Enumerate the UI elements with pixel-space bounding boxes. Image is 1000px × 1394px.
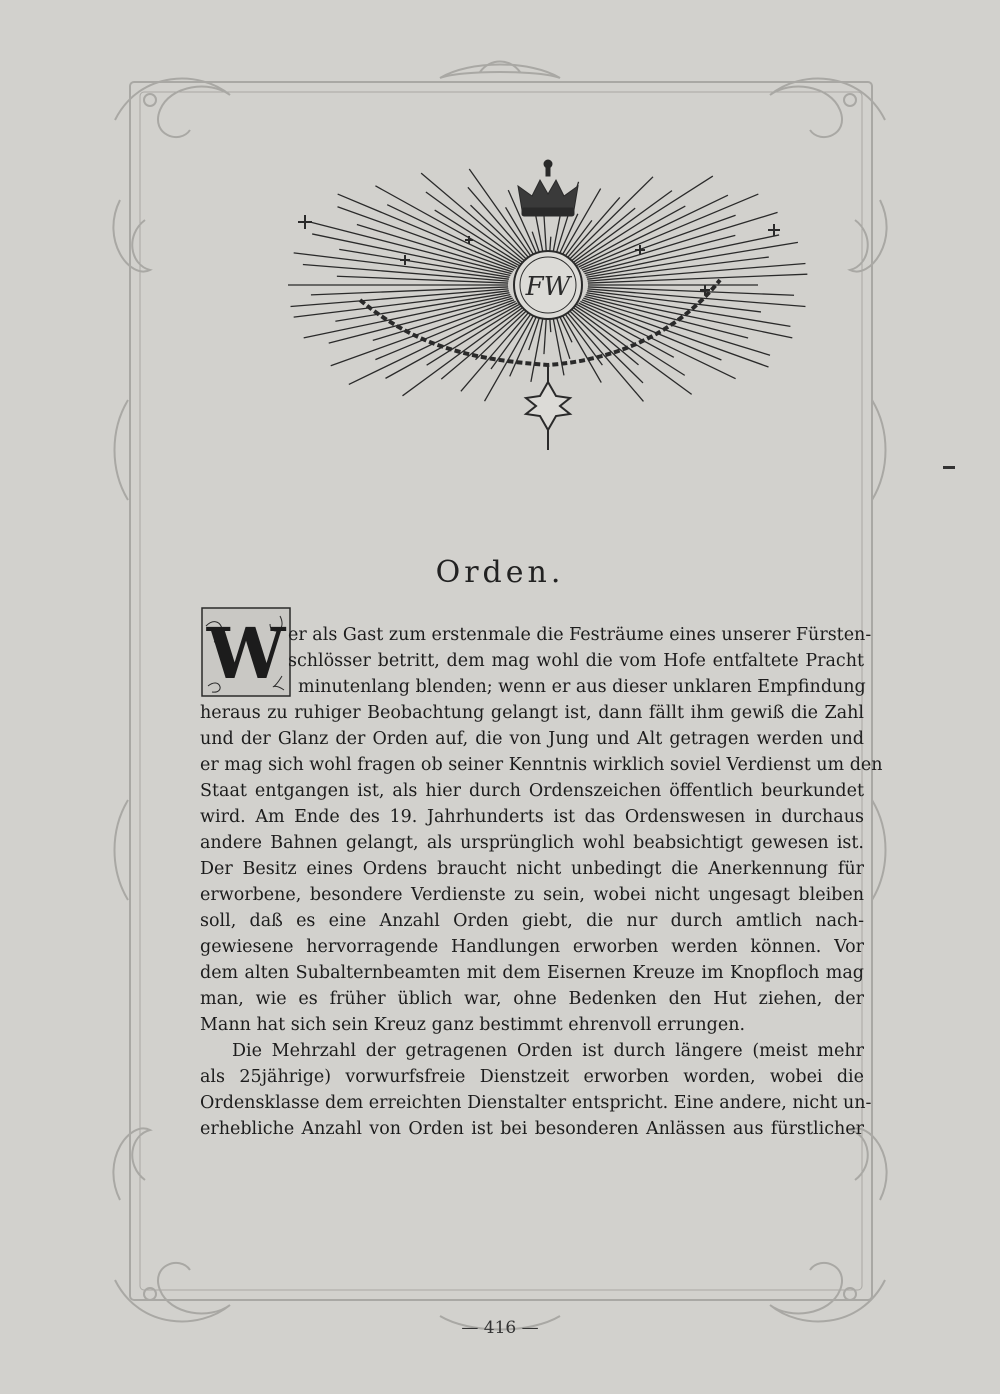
text-line: soll, daß es eine Anzahl Orden giebt, die nur durch amtlich nach- (200, 911, 864, 931)
text-line: und der Glanz der Orden auf, die von Jung und Alt getragen werden und (200, 729, 864, 749)
monogram: FW (525, 272, 571, 302)
ray-line (583, 298, 770, 355)
ray-line (426, 192, 523, 263)
text-line: Die Mehrzahl der getragenen Orden ist durch längere (meist mehr (232, 1041, 864, 1061)
ray-line (312, 234, 510, 275)
ray-line (558, 214, 578, 258)
ray-line (485, 312, 536, 402)
initial-letter: W (206, 612, 286, 695)
text-line: minutenlang blenden; wenn er aus dieser unklaren Empfindung (298, 677, 866, 697)
page-number: — 416 — (461, 1318, 539, 1338)
text-line: wird. Am Ende des 19. Jahrhunderts ist das Ordenswesen in durchaus (200, 807, 864, 827)
ray-line (338, 207, 515, 270)
decorated-initial (200, 606, 292, 698)
chapter-title: Orden. (435, 555, 565, 590)
ray-line (563, 220, 592, 259)
text-line: Staat entgangen ist, als hier durch Ordenszeichen öffentlich beurkundet (200, 781, 864, 801)
text-line: Mann hat sich sein Kreuz ganz bestimmt ehrenvoll errungen. (200, 1015, 746, 1035)
text-line: dem alten Subalternbeamten mit dem Eisernen Kreuze im Knopfloch mag (200, 963, 864, 983)
text-line: gewiesene hervorragende Handlungen erworben werden können. Vor (200, 937, 864, 957)
text-line: schlösser betritt, dem mag wohl die vom Hofe entfaltete Pracht (288, 651, 864, 671)
crown-icon (518, 160, 578, 216)
ray-line (573, 307, 692, 394)
ray-line (555, 313, 570, 359)
text-line: heraus zu ruhiger Beobachtung gelangt ist, dann fällt ihm gewiß die Zahl (200, 703, 864, 723)
ray-line (375, 186, 519, 266)
text-line: Der Besitz eines Ordens braucht nicht unbedingt die Anerkennung für (200, 859, 864, 879)
ray-line (585, 235, 736, 273)
orders-vignette-illustration (250, 150, 810, 470)
ray-line (386, 304, 520, 378)
ray-line (580, 301, 721, 360)
text-line: er als Gast zum erstenmale die Festräume eines unserer Fürsten- (288, 625, 872, 645)
text-line: man, wie es früher üblich war, ohne Bedenken den Hut ziehen, der (200, 989, 864, 1009)
edge-mark (943, 466, 955, 469)
ray-line (375, 301, 515, 359)
text-line: andere Bahnen gelangt, als ursprünglich wohl beabsichtigt gewesen ist. (200, 833, 864, 853)
ray-line (435, 210, 522, 264)
ray-line (583, 212, 777, 271)
order-cross-icon (526, 364, 570, 450)
ray-line (402, 307, 523, 396)
text-line: erworbene, besondere Verdienste zu sein, wobei nicht ungesagt bleiben (200, 885, 864, 905)
ray-line (387, 205, 517, 267)
text-line: als 25jährige) vorwurfsfreie Dienstzeit erworben worden, wobei die (200, 1067, 864, 1087)
ray-line (471, 205, 529, 261)
text-line: er mag sich wohl fragen ob seiner Kenntnis wirklich soviel Verdienst um den (200, 755, 883, 775)
text-line: Ordensklasse dem erreichten Dienstalter entspricht. Eine andere, nicht un- (200, 1093, 872, 1113)
text-line: erhebliche Anzahl von Orden ist bei besonderen Anlässen aus fürstlicher (200, 1119, 864, 1139)
ray-line (310, 222, 511, 274)
